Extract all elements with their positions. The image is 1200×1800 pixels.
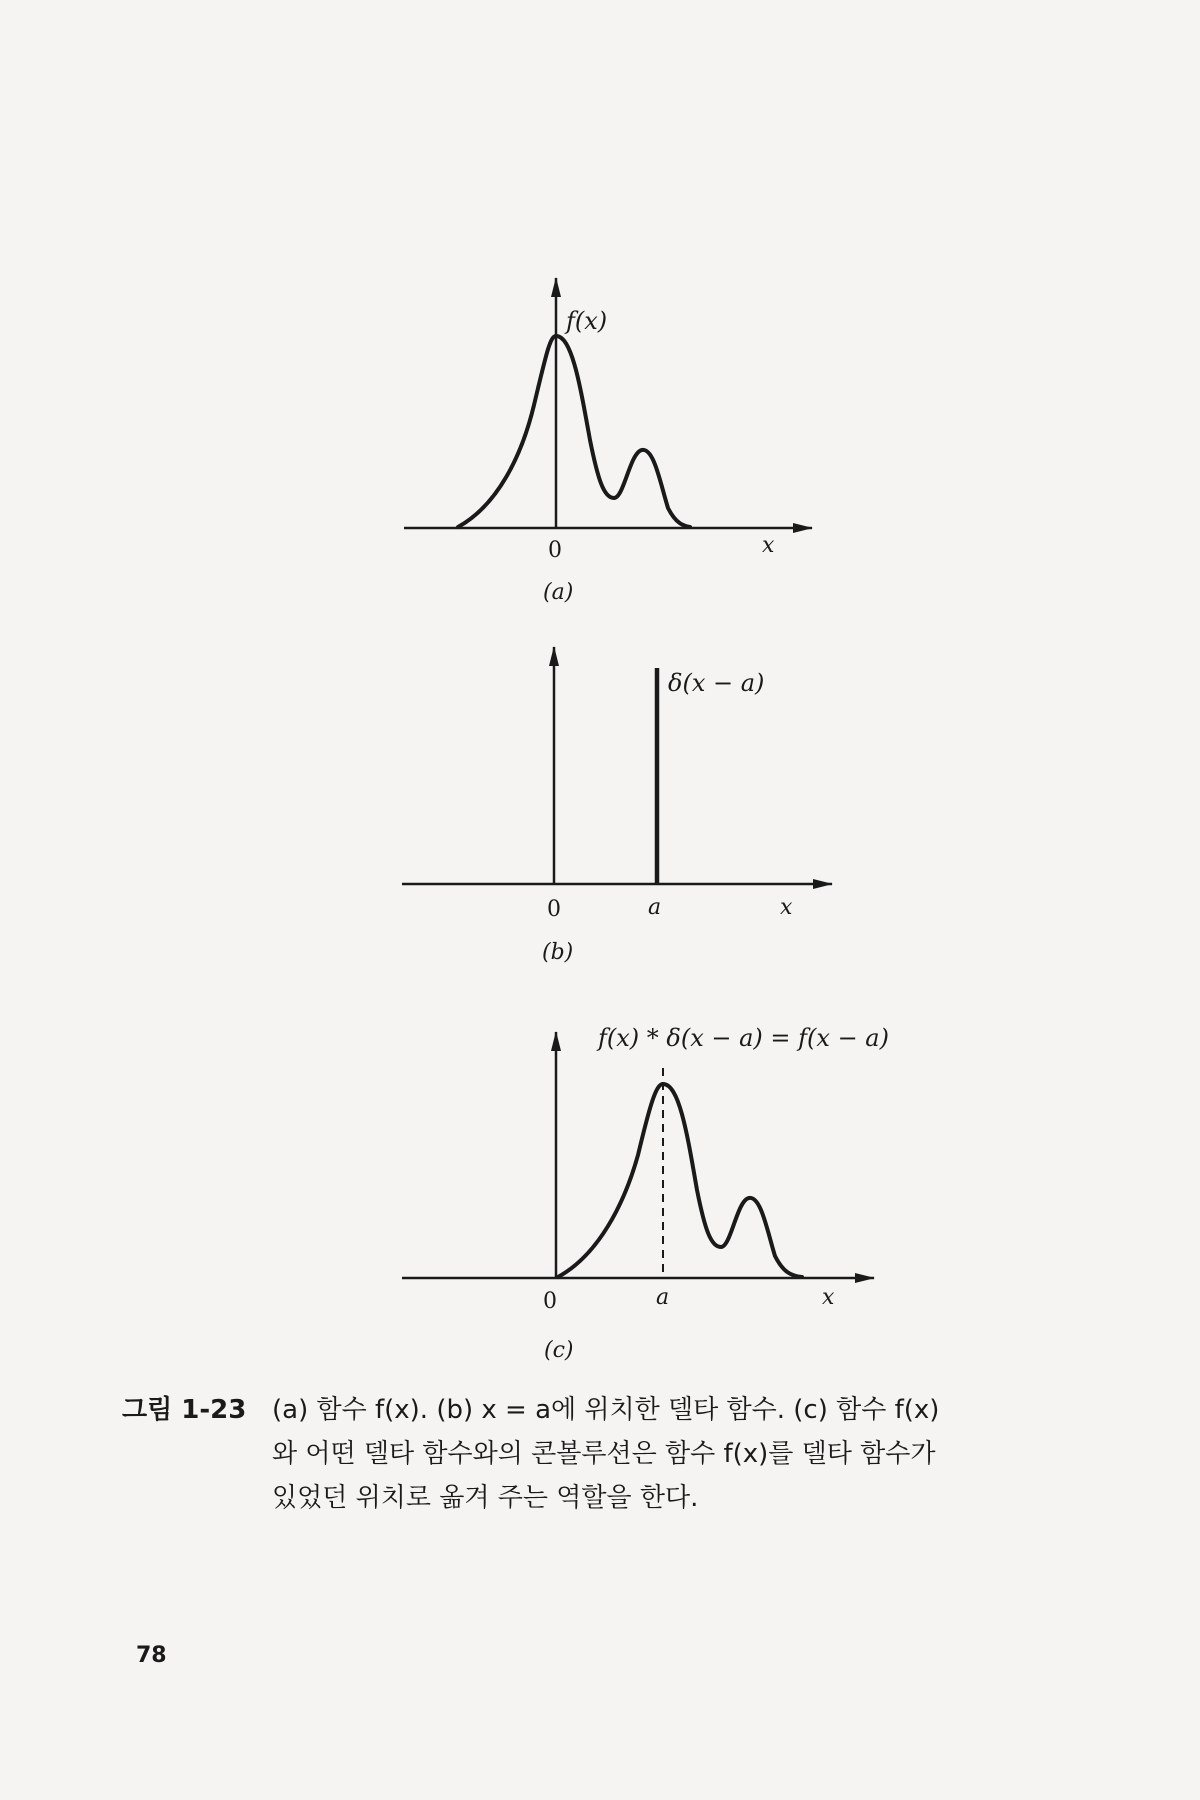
panel-a-function-curve: [458, 336, 690, 527]
panel-b-caption: (b): [542, 940, 574, 965]
caption-line-3: 있었던 위치로 옮겨 주는 역할을 한다.: [272, 1483, 699, 1513]
panel-c-origin-label: 0: [543, 1289, 557, 1314]
panel-c-caption: (c): [544, 1338, 574, 1363]
panel-a-caption: (a): [543, 580, 574, 605]
panel-b-x-label: x: [780, 895, 793, 920]
caption-line-2: 와 어떤 델타 함수와의 콘볼루션은 함수 f(x)를 델타 함수가: [272, 1439, 936, 1469]
panel-a-x-label: x: [762, 533, 775, 558]
panel-c-shifted-function-curve: [558, 1084, 802, 1277]
panel-c: [402, 1024, 889, 1363]
panel-a-y-label: f(x): [566, 307, 608, 335]
caption-line-1: (a) 함수 f(x). (b) x = a에 위치한 델타 함수. (c) 함수 f(x): [272, 1395, 940, 1425]
panel-b-delta-label: δ(x − a): [668, 669, 765, 697]
panel-a: [404, 278, 812, 605]
panel-c-x-label: x: [822, 1285, 835, 1310]
panel-b: [402, 647, 832, 965]
figure-number: 그림 1-23: [122, 1395, 247, 1425]
panel-c-equation: f(x) * δ(x − a) = f(x − a): [598, 1024, 889, 1052]
panel-a-origin-label: 0: [548, 538, 562, 563]
page-number: 78: [136, 1643, 167, 1668]
panel-b-shift-label: a: [648, 895, 662, 920]
panel-c-shift-label: a: [656, 1285, 670, 1310]
panel-b-origin-label: 0: [547, 897, 561, 922]
